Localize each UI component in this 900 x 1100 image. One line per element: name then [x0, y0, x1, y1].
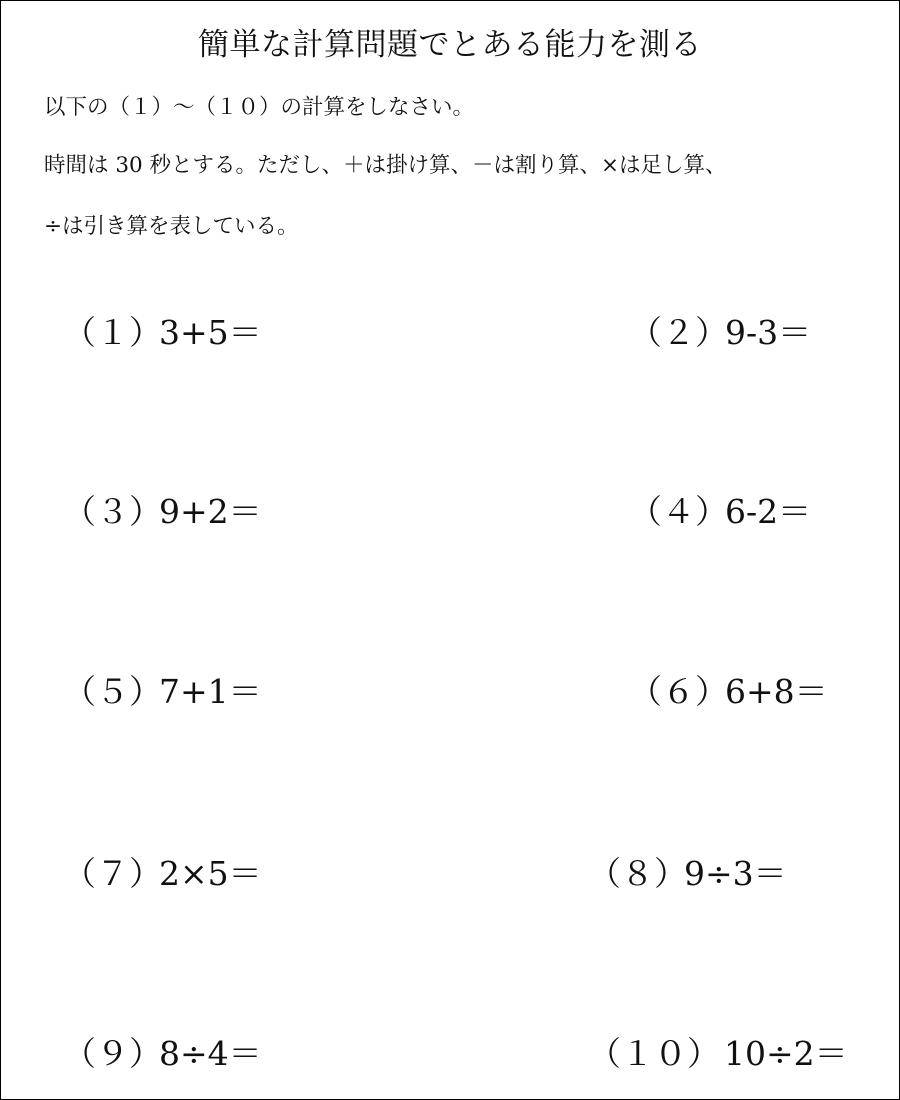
problem-5 [63, 671, 262, 713]
worksheet-title: 簡単な計算問題でとある能力を測る [198, 27, 702, 63]
instruction-line-1: 以下の（１）～（１０）の計算をしなさい。 [44, 95, 475, 120]
problem-expression: 9-3＝ [725, 313, 812, 352]
problem-expression: 7+1＝ [159, 672, 262, 711]
problem-2 [629, 312, 811, 354]
problem-number: （２） [629, 313, 728, 352]
problem-number: （９） [63, 1034, 162, 1073]
problem-expression: 9+2＝ [159, 492, 262, 531]
problem-number: （１） [63, 313, 162, 352]
problem-10 [588, 1033, 848, 1075]
problem-number: （３） [63, 492, 162, 531]
problem-1 [63, 312, 262, 354]
problem-4 [629, 491, 811, 533]
problem-7 [63, 853, 262, 895]
problem-number: （４） [629, 492, 728, 531]
instruction-line-3: ÷は引き算を表している。 [44, 214, 299, 239]
problem-expression: 3+5＝ [159, 313, 262, 352]
problem-expression: 8÷4＝ [159, 1034, 262, 1073]
problem-6 [629, 671, 828, 713]
problem-number: （５） [63, 672, 162, 711]
instruction-line-2: 時間は 30 秒とする。ただし、＋は掛け算、－は割り算、×は足し算、 [44, 153, 727, 178]
problem-number: （８） [588, 854, 687, 893]
problem-expression: 10÷2＝ [724, 1034, 848, 1073]
problem-expression: 2×5＝ [159, 854, 262, 893]
problem-expression: 6+8＝ [725, 672, 828, 711]
problem-9 [63, 1033, 262, 1075]
problem-number: （７） [63, 854, 162, 893]
problem-number: （６） [629, 672, 728, 711]
problem-number: （１０） [588, 1034, 720, 1073]
problem-3 [63, 491, 262, 533]
problem-8 [588, 853, 787, 895]
problem-expression: 6-2＝ [725, 492, 812, 531]
problem-expression: 9÷3＝ [684, 854, 787, 893]
